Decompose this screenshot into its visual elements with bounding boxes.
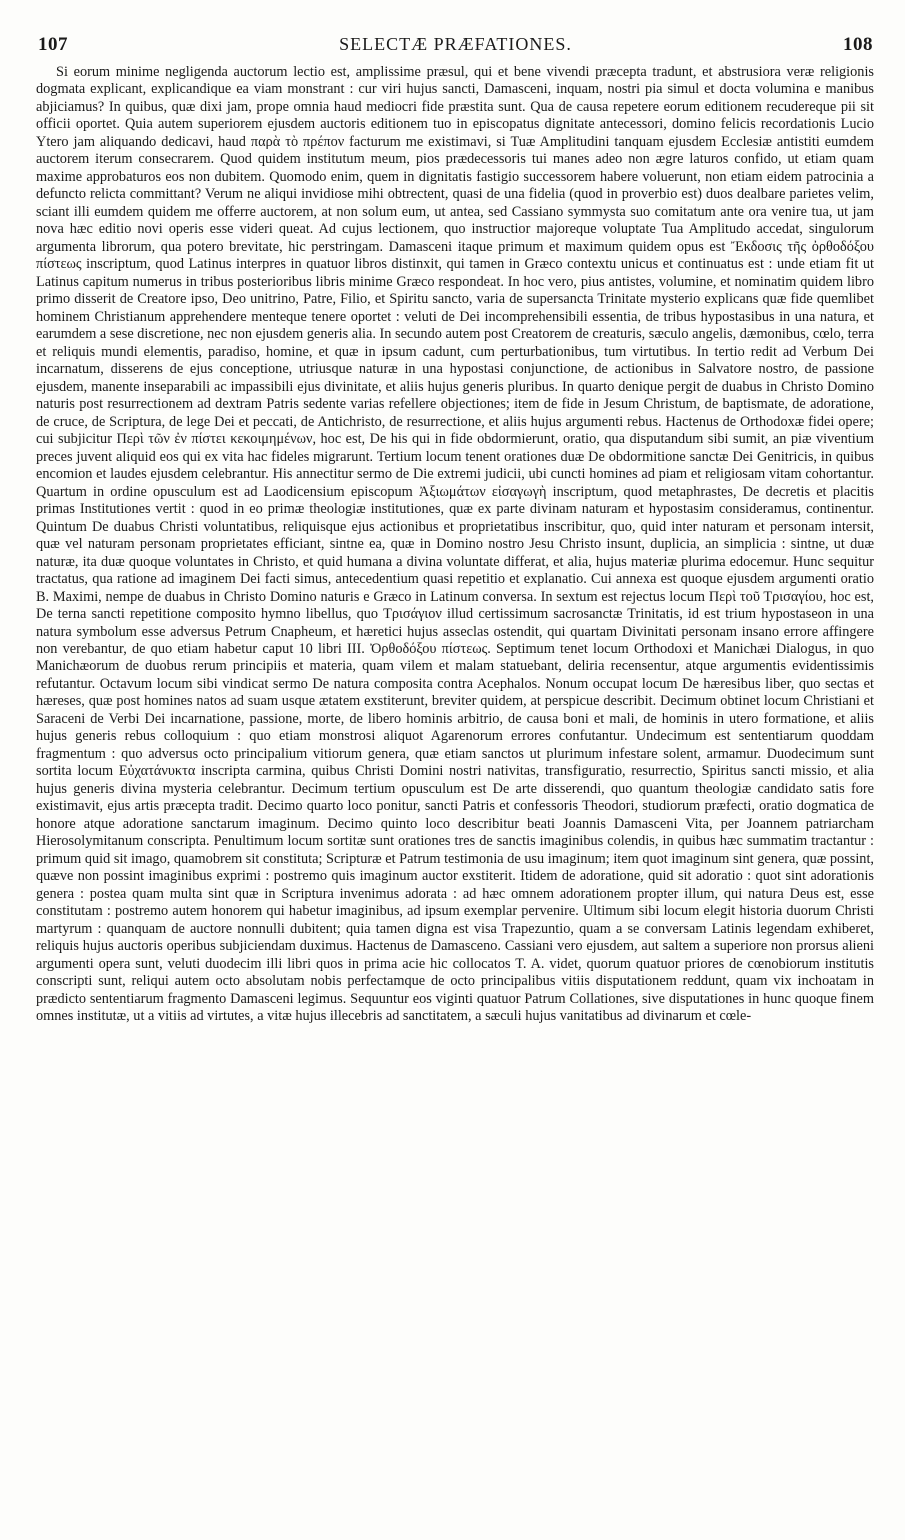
- page-number-right: 108: [843, 34, 873, 55]
- running-title: SELECTÆ PRÆFATIONES.: [339, 34, 572, 54]
- page-number-left: 107: [38, 34, 68, 55]
- preface-text: [36, 64, 874, 1512]
- running-header: [38, 30, 873, 60]
- paragraph: Si eorum minime negligenda auctorum lectio est, amplissime præsul, qui et bene vivendi præcepta tradunt, et abstrusiora veræ religionis dogmata explicant, explicandique ea viam monstrant : cur viri hujus sancti, Damasceni, inquam, nostri pia simul et docta volumina e manibus abjiciamus? In quibus, quæ dixi jam, prope omnia haud mediocri fide præstita sunt. Qua de causa repetere eorum editionem recudereque pii sit officii oportet. Quia autem superiorem ejusdem auctoris editionem tuo in episcopatus dignitate antecessori, domino felicis recordationis Lucio Ytero jam aliquando dedicavi, haud παρὰ τὸ πρέπον facturum me existimavi, si Tuæ Amplitudini tanquam ejusdem Ecclesiæ antistiti eumdem auctorem iterum consecrarem. Quod quidem institutum meum, pios prædecessoris tui manes adeo non ægre laturos confido, ut etiam quam maxime approbaturos eos non dubitem. Quomodo enim, quem in dignitatis fastigio successorem habere voluerunt, non etiam eidem patrocinia a defuncto relicta committant? Verum ne aliqui invidiose mihi obtrectent, quasi de una fidelia (quod in proverbio est) duos dealbare parietes velim, sciant illi eumdem quidem me offerre auctorem, at non solum eum, ut antea, sed Cassiano symmysta suo comitatum ante ora venire tua, ut jam nova hæc editio novi operis esse videri queat. Ad cujus lectionem, quo instructior majoreque voluptate Tua Amplitudo accedat, singulorum argumenta librorum, qua potero brevitate, hic perstringam. Damasceni itaque primum et maximum quidem opus est Ἔκδοσις τῆς ὀρθοδόξου πίστεως inscriptum, quod Latinus interpres in quatuor libros distinxit, qui tamen in Græco contextu unicus et continuatus est : unde etiam fit ut Latinus capitum numerus in tribus posterioribus libris minime Græco respondeat. In hoc vero, pius antistes, volumine, et nominatim quidem libro primo disserit de Creatore ipso, Deo unitrino, Patre, Filio, et Spiritu sancto, varia de supersancta Trinitate mysterio explicans quæ fide quemlibet hominem Christianum apprehendere menteque tenere oportet : veluti de Dei incomprehensibili essentia, de tribus hypostasibus in una natura, et earumdem a sese discretione, nec non ejusdem generis alia. In secundo autem post Creatorem de creaturis, sæculo angelis, dæmonibus, cœlo, terra et reliquis mundi elementis, paradiso, homine, et quæ in ipsum cadunt, cum perturbationibus, tum virtutibus. In tertio redit ad Verbum Dei incarnatum, disserens de ejus conceptione, utriusque naturæ in una hypostasi conjunctione, de actionibus in Salvatore nostro, de passione ejusdem, manente inseparabili ac impassibili ejus divinitate, et aliis hujus generis pluribus. In quarto denique pergit de duabus in Christo Domino naturis post resurrectionem ad dextram Patris sedente varias refellere objectiones; item de fide in Jesum Christum, de baptismate, de adoratione, de cruce, de Scriptura, de lege Dei et peccati, de Antichristo, de resurrectione, et aliis hujus argumenti rebus. Hactenus de Orthodoxæ fidei opere; cui subjicitur Περὶ τῶν ἐν πίστει κεκοιμημένων, hoc est, De his qui in fide obdormierunt, oratio, qua disputandum sibi sumit, an piæ viventium preces juvent aliquid eos qui ex vita hac fideles migrarunt. Tertium locum tenent orationes duæ De obdormitione sanctæ Dei Genitricis, in quibus encomion et laudes ejusdem celebrantur. His annectitur sermo de Die extremi judicii, ubi cuncti homines ad piam et religiosam vitam cohortantur. Quartum in ordine opusculum est ad Laodicensium episcopum Ἀξιωμάτων εἰσαγωγὴ inscriptum, quod metaphrastes, De decretis et placitis primas Institutiones vertit : quod in eo primæ theologiæ institutiones, quæ ex parte divinam naturam et hypostasim consideramus, continentur. Quintum De duabus Christi voluntatibus, reliquisque ejus actionibus et proprietatibus inscribitur, quo, quid inter naturam et personam intersit, quæ vel naturam personam proprietates efficiant, sintne ea, quæ in Domino nostro Jesu Christo insunt, duplicia, an simplicia : sintne, ut duæ naturæ, ita duæ quoque voluntates in Christo, et quid humana a divina voluntate differat, et alia, hujus materiæ plurima edocemur. Hunc sequitur tractatus, qua ratione ad imaginem Dei facti simus, antecedentium quasi repetitio et explanatio. Cui annexa est quoque ejusdem argumenti oratio B. Maximi, nempe de duabus in Christo Domino naturis e Græco in Latinum conversa. In sextum est rejectus locum Περὶ τοῦ Τρισαγίου, hoc est, De terna sancti repetitione composito hymno libellus, quo Τρισάγιον illud certissimum sacrosanctæ Trinitatis, id est trium hypostaseon in una natura symbolum esse adversus Petrum Cnapheum, et hæretici hujus asseclas ostendit, qui quartam Divinitati personam insano errore affingere non verebantur, de quo etiam habetur caput 10 libri III. Ὀρθοδόξου πίστεως. Septimum tenet locum Orthodoxi et Manichæi Dialogus, in quo Manichæorum de duobus rerum principiis et materia, quam vilem et malam statuebant, deliria recensentur, atque argumentis evidentissimis refutantur. Octavum locum sibi vindicat sermo De natura composita contra Acephalos. Nonum occupat locum De hæresibus liber, quo sectas et hæreses, quæ post homines natos ad suam usque ætatem exstiterunt, breviter quidem, at perspicue describit. Decimum obtinet locum Christiani et Saraceni de Verbi Dei incarnatione, passione, morte, de libero hominis arbitrio, de causa boni et mali, de hominis in utero formatione, et aliis hujus generis rebus colloquium : quo etiam monstrosi aliquot Agarenorum errores confutantur. Undecimum est sententiarum quoddam fragmentum : quo adversus octo principalium vitiorum genera, quæ etiam sanctos ut plurimum infestare solent, armamur. Duodecimum sunt sortita locum Εὐχατάνυκτα inscripta carmina, quibus Christi Domini nostri nativitas, transfiguratio, resurrectio, Spiritus sancti missio, et alia hujus generis divina mysteria celebrantur. Decimum tertium opusculum est De arte disserendi, quo quantum theologiæ candidato satis fore existimavit, ejus artis præcepta tradit. Decimo quarto loco ponitur, sancti Patris et confessoris Theodori, studiorum præfecti, oratio dogmatica de honore atque adoratione sanctarum imaginum. Decimo quinto loco describitur beati Joannis Damasceni Vita, per Joannem patriarcham Hierosolymitanum conscripta. Penultimum locum sortitæ sunt orationes tres de sanctis imaginibus colendis, in quibus hæc summatim tractantur : primum quid sit imago, quamobrem sit constituta; Scripturæ et Patrum testimonia de usu imaginum; item quot imaginum sint genera, quæ possint, quæve non possint imaginibus exprimi : postremo quis imaginum auctor exstiterit. Itidem de adoratione, quid sit adoratio : quot sint adorationis genera : postea quam multa sint quæ in Scriptura invenimus adorata : ad hæc omnem adorationem propter illum, qui natura Deus est, esse constitutam : postremo autem honorem qui habetur imaginibus, ad ipsum exemplar pervenire. Ultimum sibi locum elegit historia duorum Christi martyrum : quanquam de auctore nonnulli dubitent; quia tamen digna est visa Trapezuntio, quam a se conversam Latinis legendam exhiberet, reliquis hujus auctoris operibus subjiciendam duximus. Hactenus de Damasceno. Cassiani vero ejusdem, aut saltem a superiore non prorsus alieni argumenti opera sunt, veluti duodecim illi libri quos in prima acie hic collocatos T. A. videt, quorum quatuor priores de cœnobiorum institutis conscripti sunt, reliqui autem octo absolutam nobis perfectamque de octo principalibus vitiis disputationem reddunt, quam vix inchoatam in prædicto sententiarum fragmento Damasceni legimus. Sequuntur eos viginti quatuor Patrum Collationes, sive disputationes in hunc quoque finem omnes institutæ, ut a vitiis ad virtutes, a vitæ hujus illecebris ad sanctitatem, a sæculi hujus vanitatibus ad divinarum et cœle-: [36, 64, 874, 1025]
